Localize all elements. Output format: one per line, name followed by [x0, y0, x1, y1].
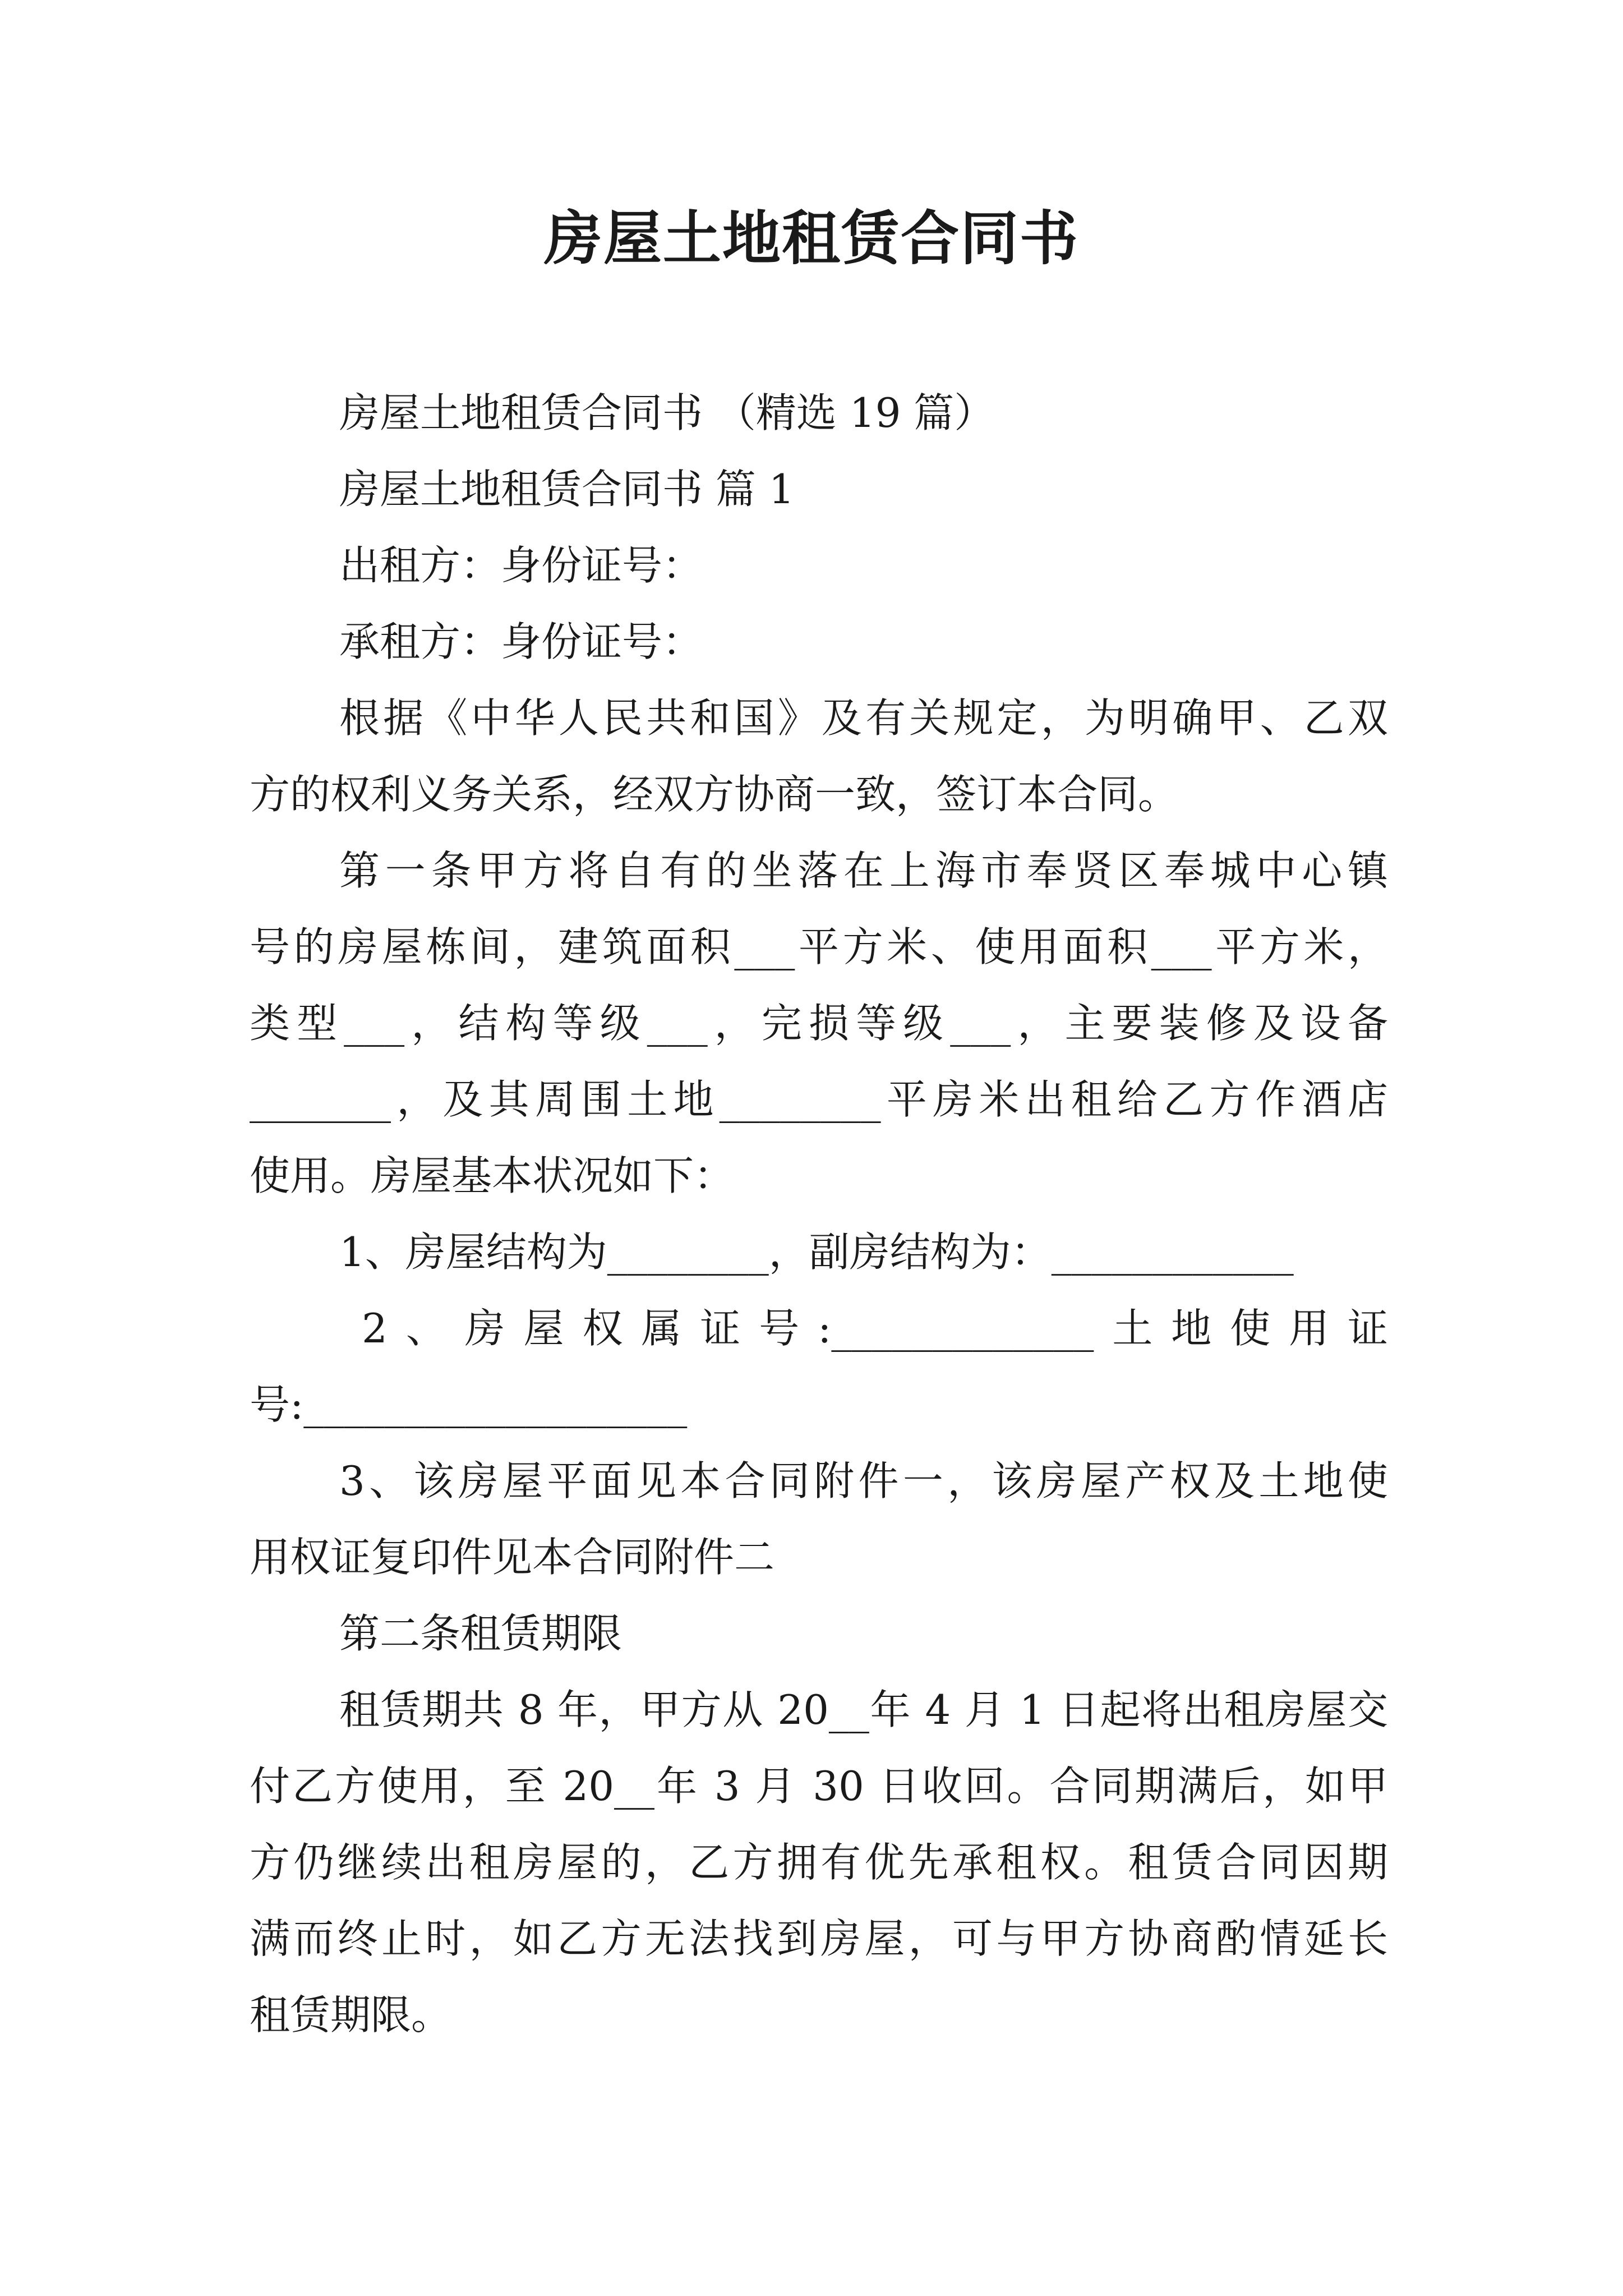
lessor-line: 出租方：身份证号：	[339, 542, 703, 589]
paragraph-line: 方的权利义务关系，经双方协商一致，签订本合同。	[250, 771, 1179, 818]
paragraph-line: 根据《中华人民共和国》及有关规定，为明确甲、乙双	[339, 694, 1388, 742]
paragraph-line: 方仍继续出租房屋的，乙方拥有优先承租权。租赁合同因期	[250, 1839, 1388, 1886]
document-title: 房屋土地租赁合同书	[543, 204, 1079, 273]
list-item: 3、该房屋平面见本合同附件一，该房屋产权及土地使	[339, 1457, 1388, 1504]
article-heading: 房屋土地租赁合同书 篇 1	[339, 466, 795, 513]
lessee-line: 承租方：身份证号：	[339, 618, 703, 665]
paragraph-line: _______，及其周围土地________平房米出租给乙方作酒店	[250, 1076, 1388, 1123]
paragraph-line: 号的房屋栋间，建筑面积___平方米、使用面积___平方米，	[250, 923, 1388, 970]
paragraph-line: 满而终止时，如乙方无法找到房屋，可与甲方协商酌情延长	[250, 1915, 1388, 1962]
paragraph-line: 第一条甲方将自有的坐落在上海市奉贤区奉城中心镇	[339, 847, 1388, 894]
paragraph-line: 使用。房屋基本状况如下：	[250, 1152, 735, 1199]
paragraph-line: 类型___，结构等级___，完损等级___，主要装修及设备	[250, 1000, 1388, 1047]
paragraph-line: 付乙方使用，至 20__年 3 月 30 日收回。合同期满后，如甲	[250, 1763, 1388, 1810]
list-item-continuation: 用权证复印件见本合同附件二	[250, 1534, 775, 1581]
collection-title: 房屋土地租赁合同书 （精选 19 篇）	[339, 389, 995, 436]
section-heading: 第二条租赁期限	[339, 1610, 623, 1657]
list-item-continuation: 号:___________________	[250, 1381, 688, 1428]
paragraph-line: 租赁期共 8 年，甲方从 20__年 4 月 1 日起将出租房屋交	[339, 1686, 1388, 1733]
paragraph-line: 租赁期限。	[250, 1991, 452, 2039]
list-item: 2、房屋权属证号:_____________土地使用证	[362, 1305, 1388, 1352]
list-item: 1、房屋结构为________，副房结构为：____________	[339, 1228, 1294, 1276]
